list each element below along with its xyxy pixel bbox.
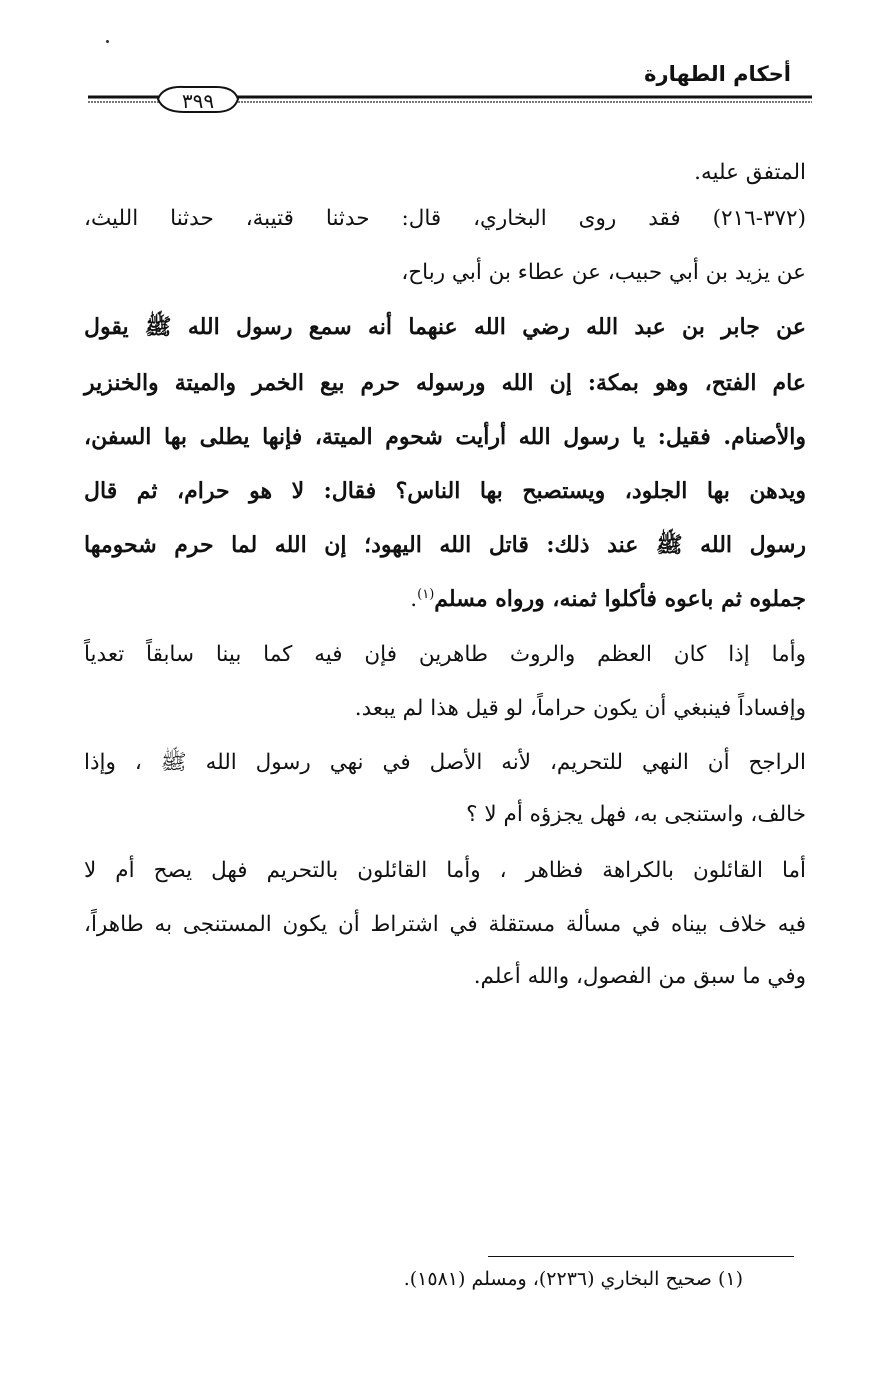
text-line: رسول الله ﷺ عند ذلك: قاتل الله اليهود؛ إن الله لما حرم شحومها — [84, 532, 806, 558]
footnote-rule — [488, 1256, 794, 1257]
page-number: ٣٩٩ — [181, 89, 215, 113]
text-line: عن جابر بن عبد الله رضي الله عنهما أنه سمع رسول الله ﷺ يقول — [84, 314, 806, 340]
running-title: أحكام الطهارة — [644, 62, 791, 86]
text-line: وإفساداً فينبغي أن يكون حراماً، لو قيل هذا لم يبعد. — [354, 696, 806, 721]
hadith-end: جملوه ثم باعوه فأكلوا ثمنه، ورواه مسلم — [434, 586, 806, 612]
footnote-marker: (١) — [417, 586, 435, 602]
text-line: أما القائلون بالكراهة فظاهر ، وأما القائلون بالتحريم فهل يصح أم لا — [84, 858, 806, 883]
text-line: خالف، واستنجى به، فهل يجزؤه أم لا ؟ — [466, 802, 806, 827]
text-line: وأما إذا كان العظم والروث طاهرين فإن فيه كما بينا سابقاً تعدياً — [84, 642, 806, 667]
text-line: فيه خلاف بيناه في مسألة مستقلة في اشتراط أن يكون المستنجى به طاهراً، — [84, 912, 806, 937]
text-line: الراجح أن النهي للتحريم، لأنه الأصل في نهي رسول الله ﷺ ، وإذا — [84, 750, 806, 775]
text-line: والأصنام. فقيل: يا رسول الله أرأيت شحوم الميتة، فإنها يطلى بها السفن، — [84, 424, 806, 450]
text-line: ويدهن بها الجلود، ويستصبح بها الناس؟ فقال: لا هو حرام، ثم قال — [84, 478, 806, 504]
text-line: المتفق عليه. — [694, 160, 806, 185]
text-line: وفي ما سبق من الفصول، والله أعلم. — [473, 964, 806, 989]
text-line: عن يزيد بن أبي حبيب، عن عطاء بن أبي رباح، — [401, 260, 806, 285]
text-line: عام الفتح، وهو بمكة: إن الله ورسوله حرم بيع الخمر والميتة والخنزير — [84, 370, 806, 396]
text-line: (٣٧٢-٢١٦) فقد روى البخاري، قال: حدثنا قتيبة، حدثنا الليث، — [84, 206, 806, 231]
footnote: (١) صحيح البخاري (٢٢٣٦)، ومسلم (١٥٨١). — [403, 1268, 743, 1290]
text-line-with-note: جملوه ثم باعوه فأكلوا ثمنه، ورواه مسلم$^{(١)}$. — [410, 586, 806, 612]
main-text — [84, 0, 806, 1389]
